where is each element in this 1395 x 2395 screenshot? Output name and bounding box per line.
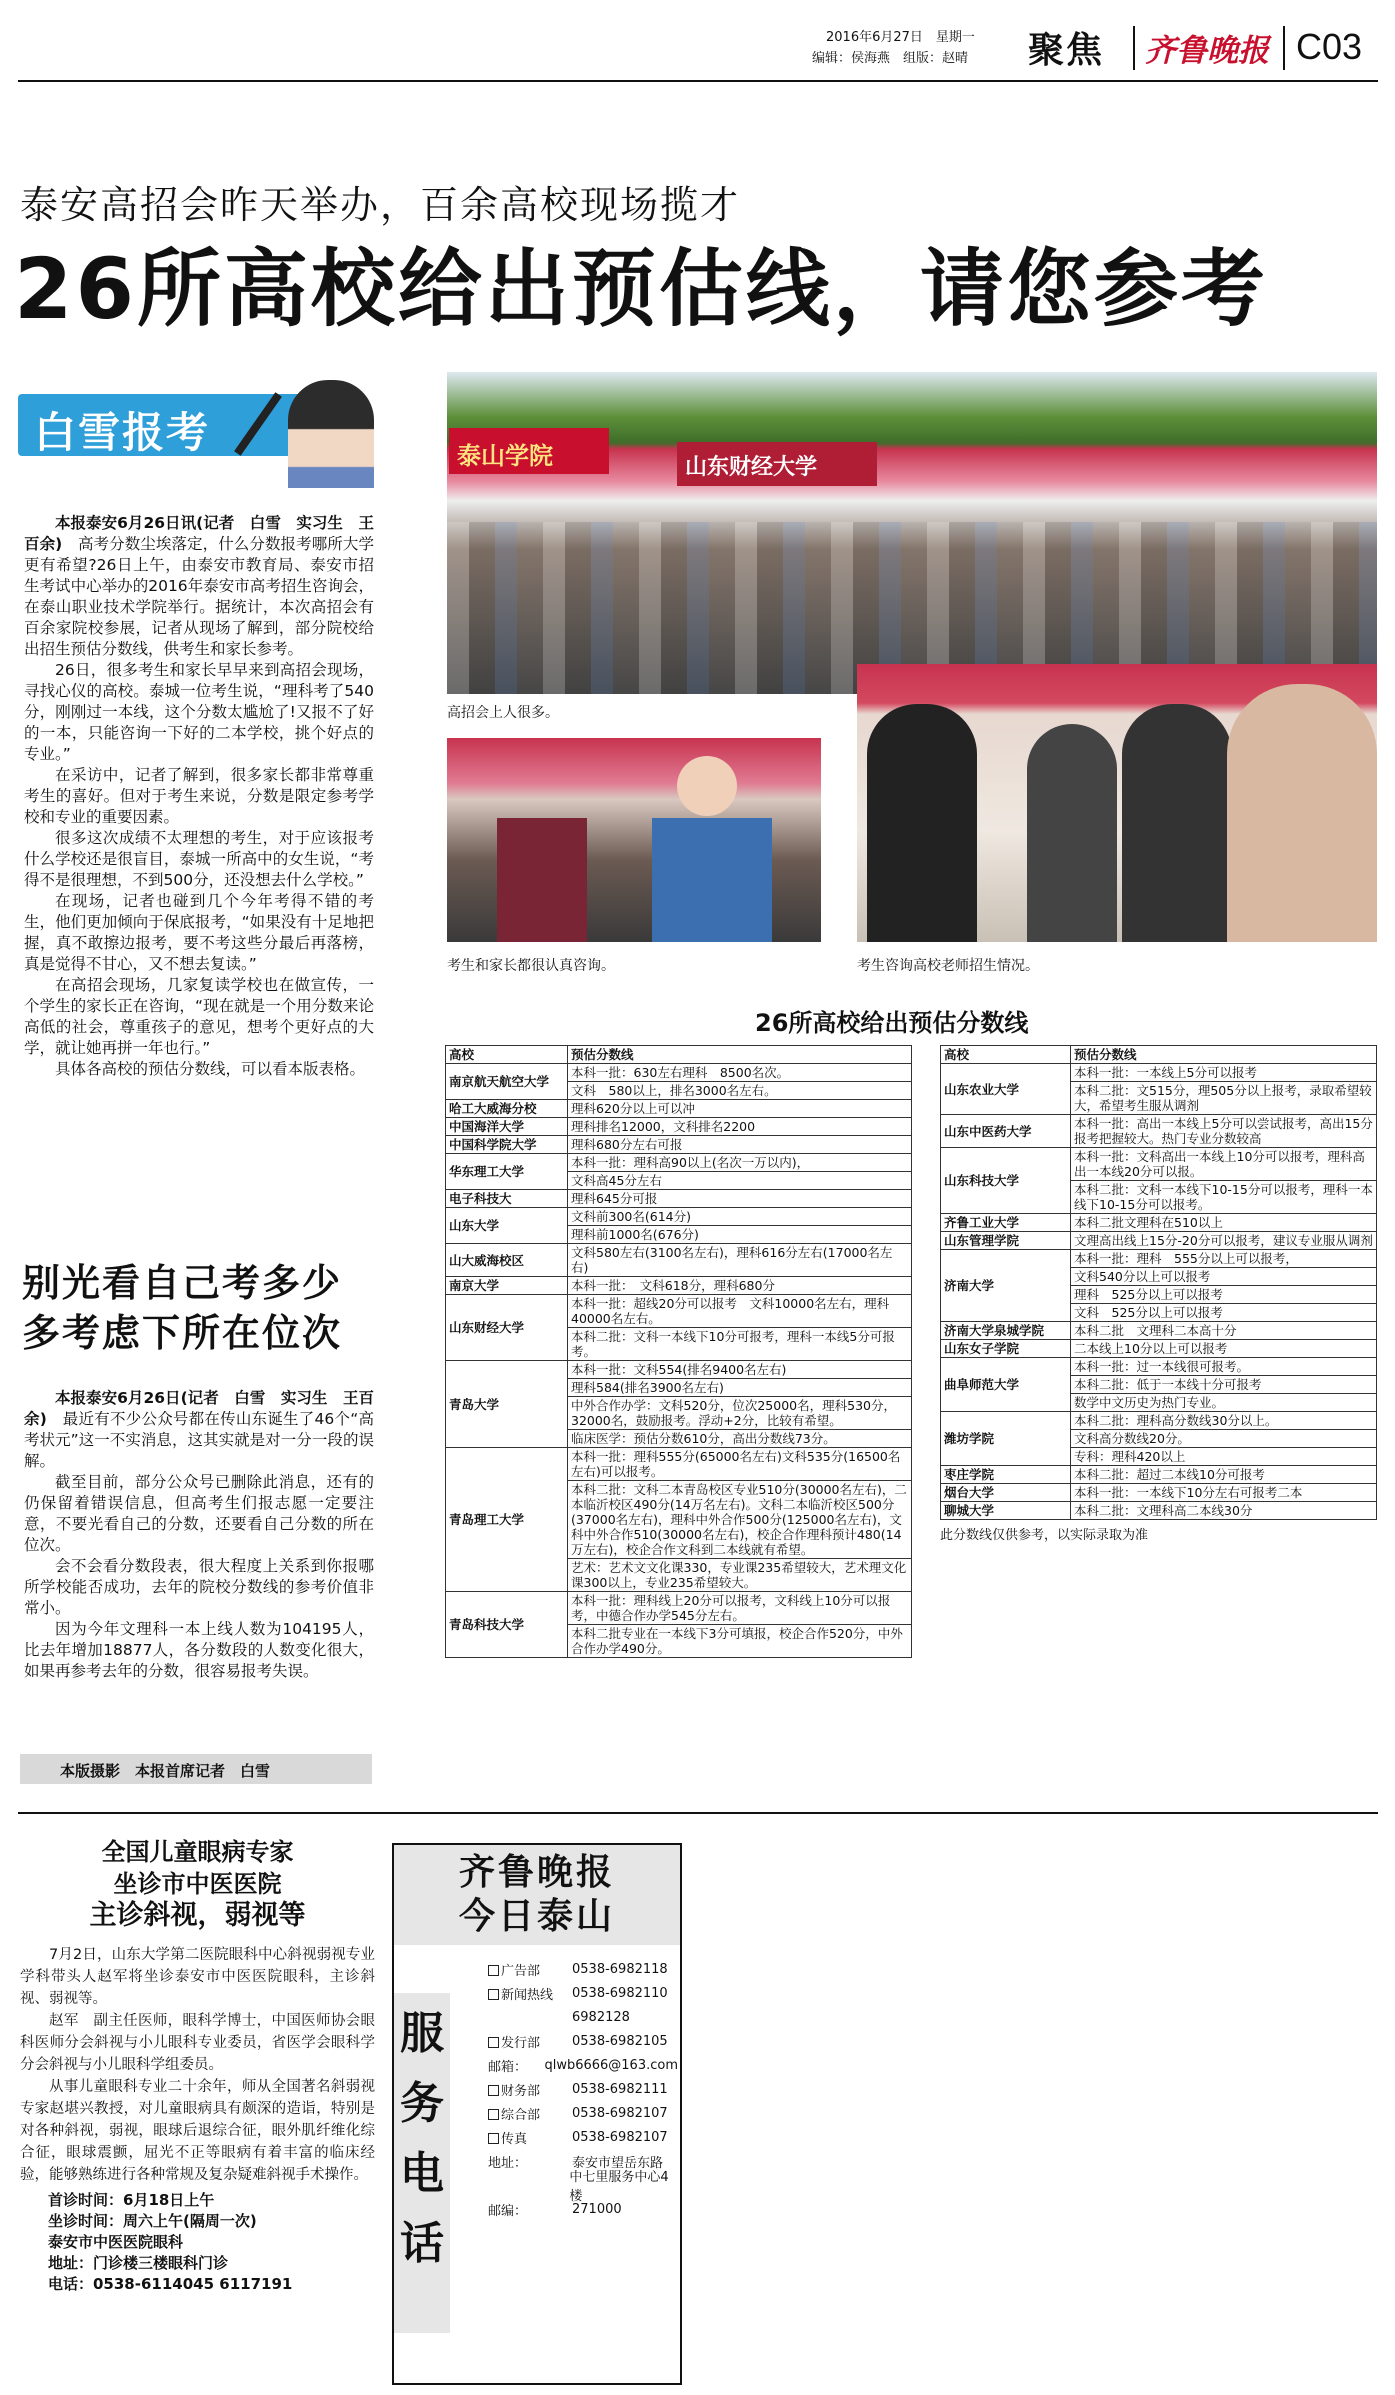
table-row: [941, 1064, 1377, 1082]
score-line: 本科二批专业在一本线下3分可填报，校企合作520分，中外合作办学490分。: [568, 1625, 912, 1658]
table-row: [941, 1232, 1377, 1250]
article-1: [24, 513, 374, 1080]
service-row-label: [488, 1960, 572, 1979]
issue-date: 2016年6月27日 星期一: [826, 30, 975, 45]
divider: [1283, 26, 1285, 70]
service-row-value: 6982128: [572, 2009, 630, 2025]
ad-title-line-3: 主诊斜视，弱视等: [89, 1900, 306, 1931]
person-shape: [867, 704, 977, 942]
table-row: [446, 1361, 912, 1379]
service-row-value: 0538-6982105: [572, 2033, 668, 2049]
table-row: [446, 1244, 912, 1277]
divider: [1133, 26, 1135, 70]
service-row-value: 0538-6982107: [572, 2129, 668, 2145]
school-name: 华东理工大学: [446, 1154, 568, 1190]
score-line: 理科584(排名3900名左右): [568, 1379, 912, 1397]
score-line: 本科二批：文科一本线下10-15分可以报考，理科一本线下10-15分可以报考。: [1071, 1181, 1377, 1214]
score-line: 数学中文历史为热门专业。: [1071, 1394, 1377, 1412]
score-line: 理科 525分以上可以报考: [1071, 1286, 1377, 1304]
service-row: [488, 2005, 678, 2029]
photo-crowd: [447, 372, 1377, 694]
score-line: 文理高出线上15分-20分可以报考，建议专业服从调剂: [1071, 1232, 1377, 1250]
table-row: [446, 1118, 912, 1136]
service-row-key: 综合部: [501, 2107, 541, 2123]
service-row-key: 地址：: [488, 2155, 528, 2171]
service-row-value: 0538-6982118: [572, 1961, 668, 1977]
service-row-label: [488, 2200, 572, 2219]
service-row: [488, 2101, 678, 2125]
service-row-value: 0538-6982110: [572, 1985, 668, 2001]
score-line: 理科620分以上可以冲: [568, 1100, 912, 1118]
score-line: 文科 525分以上可以报考: [1071, 1304, 1377, 1322]
score-line: 文科前300名(614分): [568, 1208, 912, 1226]
school-name: 山大威海校区: [446, 1244, 568, 1277]
ad-para-3: 从事儿童眼科专业二十余年，师从全国著名斜弱视专家赵堪兴教授，对儿童眼病具有颇深的造诣，特别是对各种斜视，弱视，眼球后退综合征，眼外肌纤维化综合征，眼球震颤，屈光不正等眼病有着丰富的临床经验，能够熟练进行各种常规及复杂疑难斜视手术操作。: [20, 2079, 375, 2183]
article-2-para-1: 本报泰安6月26日(记者 白雪 实习生 王百余) 最近有不少公众号都在传山东诞生了46个“高考状元”这一不实消息，这其实就是对一分一段的误解。: [24, 1389, 374, 1470]
service-row-label: [488, 2104, 572, 2123]
score-line: 文科540分以上可以报考: [1071, 1268, 1377, 1286]
school-name: 烟台大学: [941, 1484, 1071, 1502]
score-line: 本科一批： 文科618分，理科680分: [568, 1277, 912, 1295]
person-shape: [1027, 724, 1117, 942]
article-1-para-6: 在高招会现场，几家复读学校也在做宣传，一个学生的家长正在咨询，“现在就是一个用分数来论高低的社会，尊重孩子的意见，想考个更好点的大学，就让她再拼一年也行。”: [24, 976, 374, 1057]
school-name: 齐鲁工业大学: [941, 1214, 1071, 1232]
school-name: 南京航天航空大学: [446, 1064, 568, 1100]
table-row: [446, 1136, 912, 1154]
page-number: C03: [1296, 26, 1363, 67]
school-name: 青岛科技大学: [446, 1592, 568, 1658]
score-table-right-grid: [940, 1045, 1377, 1520]
service-row-value: 0538-6982111: [572, 2081, 668, 2097]
service-row-value: 泰安市望岳东路: [572, 2155, 664, 2171]
score-line: 本科二批：文515分，理505分以上报考，录取希望较大，希望考生服从调剂: [1071, 1082, 1377, 1115]
table-row: [941, 1484, 1377, 1502]
article-2-headline: [22, 1258, 342, 1358]
checkbox-icon: [488, 2037, 499, 2048]
table-row: [941, 1148, 1377, 1181]
article-1-para-4: 很多这次成绩不太理想的考生，对于应该报考什么学校还是很盲目，泰城一所高中的女生说，“考得不是很理想，不到500分，还没想去什么学校。”: [24, 829, 374, 889]
person-shape: [652, 818, 772, 942]
checkbox-icon: [488, 2133, 499, 2144]
article-1-para-7: 具体各高校的预估分数线，可以看本版表格。: [55, 1060, 366, 1078]
score-line: 专科：理科420以上: [1071, 1448, 1377, 1466]
article-2-para-2: 截至目前，部分公众号已删除此消息，还有的仍保留着错误信息，但高考生们报志愿一定要注意，不要光看自己的分数，还要看自己分数的所在位次。: [24, 1473, 374, 1554]
table-row: [941, 1466, 1377, 1484]
ad-first-visit: 首诊时间：6月18日上午: [48, 2191, 215, 2209]
checkbox-icon: [488, 1965, 499, 1976]
person-shape: [1122, 704, 1232, 942]
article-1-lead: 本报泰安6月26日讯(记者 白雪 实习生 王百余): [24, 514, 374, 553]
table-row: [941, 1115, 1377, 1148]
school-name: 枣庄学院: [941, 1466, 1071, 1484]
service-title-2: 今日泰山: [458, 1896, 615, 1937]
service-row: [488, 2077, 678, 2101]
school-name: 山东管理学院: [941, 1232, 1071, 1250]
school-name: 济南大学泉城学院: [941, 1322, 1071, 1340]
article-1-para-2: 26日，很多考生和家长早早来到高招会现场，寻找心仪的高校。泰城一位考生说，“理科考了540分，刚刚过一本线，这个分数太尴尬了!又报不了好的一本，只能咨询一下好的二本学校，挑个好点的专业。”: [24, 661, 374, 763]
table-row: [941, 1358, 1377, 1376]
score-line: 理科前1000名(676分): [568, 1226, 912, 1244]
score-table-right: [940, 1045, 1377, 1543]
ad-title-line-1: 全国儿童眼病专家: [101, 1838, 294, 1866]
school-name: 哈工大威海分校: [446, 1100, 568, 1118]
service-row-value: qlwb6666@163.com: [544, 2057, 678, 2073]
school-name: 南京大学: [446, 1277, 568, 1295]
table-note: 此分数线仅供参考，以实际录取为准: [940, 1528, 1149, 1543]
service-side-text: 服务电话: [400, 2008, 444, 2269]
checkbox-icon: [488, 2109, 499, 2120]
ad-title: [20, 1836, 375, 1932]
article-2-headline-line-1: 别光看自己考多少: [22, 1261, 343, 1305]
ad-department: 泰安市中医医院眼科: [48, 2233, 184, 2251]
school-name: 山东农业大学: [941, 1064, 1071, 1115]
banner-sdufe: 山东财经大学: [677, 442, 877, 486]
table-row: [446, 1208, 912, 1226]
reporter-photo: [288, 380, 374, 488]
score-line: 文科580左右(3100名左右)，理科616分左右(17000名左右): [568, 1244, 912, 1277]
photo-consultation-1: [447, 738, 821, 942]
table-row: [446, 1592, 912, 1625]
score-line: 本科一批：理科高90以上(名次一万以内)，: [568, 1154, 912, 1172]
score-line: 本科一批：过一本线很可报考。: [1071, 1358, 1377, 1376]
score-table-left-grid: [445, 1045, 912, 1658]
article-2-para-3: 会不会看分数段表，很大程度上关系到你报哪所学校能否成功，去年的院校分数线的参考价值非常小。: [24, 1557, 374, 1617]
school-name: 曲阜师范大学: [941, 1358, 1071, 1412]
score-line: 二本线上10分以上可以报考: [1071, 1340, 1377, 1358]
photo-credit: 本版摄影 本报首席记者 白雪: [60, 1762, 271, 1780]
table-row: [941, 1340, 1377, 1358]
service-row-label: [488, 2056, 544, 2075]
ad-address: 地址：门诊楼三楼眼科门诊: [48, 2254, 229, 2272]
kicker: 泰安高招会昨天举办，百余高校现场揽才: [20, 183, 741, 227]
service-row-key: 邮箱：: [488, 2059, 528, 2075]
header-school: 高校: [446, 1046, 568, 1064]
score-line: 本科二批：文科一本线下10分可报考，理科一本线5分可报考。: [568, 1328, 912, 1361]
table-row: [446, 1277, 912, 1295]
table-row: [941, 1250, 1377, 1268]
service-row-value: 271000: [572, 2201, 622, 2217]
service-row-key: 新闻热线: [501, 1987, 554, 2003]
table-row: [941, 1412, 1377, 1430]
article-2-lead: 本报泰安6月26日(记者 白雪 实习生 王百余): [24, 1389, 374, 1428]
service-row: [488, 1957, 678, 1981]
score-line: 本科二批：文科二本青岛校区专业510分(30000名左右)，二本临沂校区490分(14万名左右)。文科二本临沂校区500分(37000名左右)，理科中外合作500分(125000名左右)，文科中外合作510(30000名左右)，校企合作理科预计480(14万左右)，校企合作文科到二本线就有希望。: [568, 1481, 912, 1559]
masthead-rule: [18, 80, 1378, 82]
score-line: 文科高分数线20分。: [1071, 1430, 1377, 1448]
service-row: [488, 2170, 678, 2204]
header-school: 高校: [941, 1046, 1071, 1064]
table-row: [446, 1295, 912, 1328]
school-name: 山东女子学院: [941, 1340, 1071, 1358]
table-title: 26所高校给出预估分数线: [755, 1009, 1029, 1037]
school-name: 潍坊学院: [941, 1412, 1071, 1466]
score-table-left: [445, 1045, 912, 1658]
checkbox-icon: [488, 1989, 499, 2000]
service-row-key: 财务部: [501, 2083, 541, 2099]
service-row-label: [488, 2032, 572, 2051]
score-line: 本科二批：理科高分数线30分以上。: [1071, 1412, 1377, 1430]
service-side-label: [394, 1993, 450, 2333]
service-row: [488, 2053, 678, 2077]
score-line: 理科645分可报: [568, 1190, 912, 1208]
service-title: [394, 1845, 680, 1945]
score-line: 本科一批：文科高出一本线上10分可以报考，理科高出一本线20分可以报。: [1071, 1148, 1377, 1181]
school-name: 电子科技大: [446, 1190, 568, 1208]
ad-para-1: 7月2日，山东大学第二医院眼科中心斜视弱视专业学科带头人赵军将坐诊泰安市中医医院眼科，主诊斜视、弱视等。: [20, 1947, 375, 2007]
score-line: 本科一批：超线20分可以报考 文科10000名左右，理科40000名左右。: [568, 1295, 912, 1328]
service-row-label: [488, 2152, 572, 2171]
score-line: 本科一批：理科 555分以上可以报考，: [1071, 1250, 1377, 1268]
ad-eye-doctor: [20, 1836, 375, 2295]
person-shape: [497, 818, 587, 942]
table-body-left: [446, 1064, 912, 1658]
score-line: 本科一批：理科线上20分可以报考，文科线上10分可以报考，中德合作办学545分左右。: [568, 1592, 912, 1625]
score-line: 本科一批：一本线下10分左右可报考二本: [1071, 1484, 1377, 1502]
score-line: 本科二批：超过二本线10分可报考: [1071, 1466, 1377, 1484]
service-row-key: 发行部: [501, 2035, 541, 2051]
service-row: [488, 2029, 678, 2053]
table-body-right: [941, 1064, 1377, 1520]
person-shape: [1227, 684, 1377, 942]
article-2: [24, 1388, 374, 1682]
service-row-value: 0538-6982107: [572, 2105, 668, 2121]
article-1-para-3: 在采访中，记者了解到，很多家长都非常尊重考生的喜好。但对于考生来说，分数是限定参考学校和专业的重要因素。: [24, 766, 374, 826]
ad-footer: [20, 2190, 375, 2295]
ad-para-2: 赵军 副主任医师，眼科学博士，中国医师协会眼科医师分会斜视与小儿眼科专业委员，省医学会眼科学分会斜视与小儿眼科学组委员。: [20, 2013, 375, 2073]
school-name: 中国海洋大学: [446, 1118, 568, 1136]
school-name: 山东中医药大学: [941, 1115, 1071, 1148]
section-name: 聚焦: [1028, 30, 1105, 71]
paper-logo: 齐鲁晚报: [1145, 33, 1269, 69]
table-row: [446, 1064, 912, 1082]
score-line: 理科680分左右可报: [568, 1136, 912, 1154]
service-row-value: 中七里服务中心4楼: [569, 2170, 669, 2204]
table-header-row: [941, 1046, 1377, 1064]
table-row: [941, 1322, 1377, 1340]
score-line: 本科一批：630左右理科 8500名次。: [568, 1064, 912, 1082]
article-1-para-1: 本报泰安6月26日讯(记者 白雪 实习生 王百余) 高考分数尘埃落定，什么分数报考哪所大学更有希望?26日上午，由泰安市教育局、泰安市招生考试中心举办的2016年泰安市高考招生咨询会，在泰山职业技术学院举行。据统计，本次高招会有百余家院校参展，记者从现场了解到，部分院校给出招生预估分数线，供考生和家长参考。: [24, 514, 374, 658]
school-name: 青岛大学: [446, 1361, 568, 1448]
table-row: [941, 1214, 1377, 1232]
column-logo-text: 白雪报考: [34, 408, 211, 457]
ad-phone: 电话：0538-6114045 6117191: [48, 2275, 293, 2293]
school-name: 青岛理工大学: [446, 1448, 568, 1592]
school-name: 中国科学院大学: [446, 1136, 568, 1154]
score-line: 理科排名12000，文科排名2200: [568, 1118, 912, 1136]
score-line: 本科二批文理科在510以上: [1071, 1214, 1377, 1232]
service-row: [488, 1981, 678, 2005]
header-score: 预估分数线: [1071, 1046, 1377, 1064]
photo-consultation-2: [857, 664, 1377, 942]
school-name: 山东科技大学: [941, 1148, 1071, 1214]
score-line: 中外合作办学：文科520分，位次25000名，理科530分，32000名，鼓励报考。浮动+2分，比较有希望。: [568, 1397, 912, 1430]
table-row: [446, 1190, 912, 1208]
table-row: [446, 1448, 912, 1481]
school-name: 山东大学: [446, 1208, 568, 1244]
service-row-key: 邮编：: [488, 2203, 528, 2219]
checkbox-icon: [488, 2085, 499, 2096]
score-line: 本科一批：理科555分(65000名左右)文科535分(16500名左右)可以报考。: [568, 1448, 912, 1481]
headline: 26所高校给出预估线，请您参考: [14, 240, 1268, 338]
person-shape: [677, 756, 737, 816]
service-box: [392, 1843, 682, 2385]
score-line: 文科高45分左右: [568, 1172, 912, 1190]
caption-bottom-right: 考生咨询高校老师招生情况。: [857, 958, 1039, 974]
service-row-label: [488, 1984, 572, 2003]
school-name: 济南大学: [941, 1250, 1071, 1322]
masthead: [0, 14, 1395, 74]
school-name: 山东财经大学: [446, 1295, 568, 1361]
score-line: 本科一批：文科554(排名9400名左右): [568, 1361, 912, 1379]
score-line: 临床医学：预估分数610分，高出分数线73分。: [568, 1430, 912, 1448]
table-row: [941, 1502, 1377, 1520]
article-2-headline-line-2: 多考虑下所在位次: [22, 1311, 343, 1355]
score-line: 文科 580以上，排名3000名左右。: [568, 1082, 912, 1100]
service-row-key: 传真: [501, 2131, 528, 2147]
banner-taishan: 泰山学院: [449, 428, 609, 474]
score-line: 本科一批：一本线上5分可以报考: [1071, 1064, 1377, 1082]
score-line: 本科二批 文理科二本高十分: [1071, 1322, 1377, 1340]
school-name: 聊城大学: [941, 1502, 1071, 1520]
score-line: 本科二批：文理科高二本线30分: [1071, 1502, 1377, 1520]
table-header-row: [446, 1046, 912, 1064]
article-2-para-4: 因为今年文理科一本上线人数为104195人，比去年增加18877人，各分数段的人数变化很大，如果再参考去年的分数，很容易报考失误。: [24, 1620, 374, 1680]
column-logo: [18, 380, 372, 490]
ad-schedule: 坐诊时间：周六上午(隔周一次): [48, 2212, 257, 2230]
table-row: [446, 1100, 912, 1118]
caption-top: 高招会上人很多。: [447, 705, 559, 721]
caption-bottom-left: 考生和家长都很认真咨询。: [447, 958, 615, 974]
score-line: 本科二批：低于一本线十分可报考: [1071, 1376, 1377, 1394]
table-row: [446, 1154, 912, 1172]
service-row-key: 广告部: [501, 1963, 541, 1979]
service-title-1: 齐鲁晚报: [458, 1852, 615, 1893]
service-row-label: [488, 2080, 572, 2099]
editor-credits: 编辑：侯海燕 组版：赵晴: [812, 51, 969, 66]
header-score: 预估分数线: [568, 1046, 912, 1064]
ad-title-line-2: 坐诊市中医医院: [113, 1870, 282, 1898]
service-row: [488, 2125, 678, 2149]
score-line: 艺术：艺术文文化课330，专业课235希望较大，艺术理文化课300以上，专业235希望较大。: [568, 1559, 912, 1592]
score-line: 本科一批：高出一本线上5分可以尝试报考，高出15分报考把握较大。热门专业分数较高: [1071, 1115, 1377, 1148]
section-rule: [18, 1812, 1378, 1814]
article-1-para-5: 在现场，记者也碰到几个今年考得不错的考生，他们更加倾向于保底报考，“如果没有十足地把握，真不敢擦边报考，要不考这些分最后再落榜，真是觉得不甘心，又不想去复读。”: [24, 892, 374, 973]
service-row-label: [488, 2128, 572, 2147]
service-rows: [488, 1957, 678, 2221]
ad-body: [20, 1944, 375, 2186]
